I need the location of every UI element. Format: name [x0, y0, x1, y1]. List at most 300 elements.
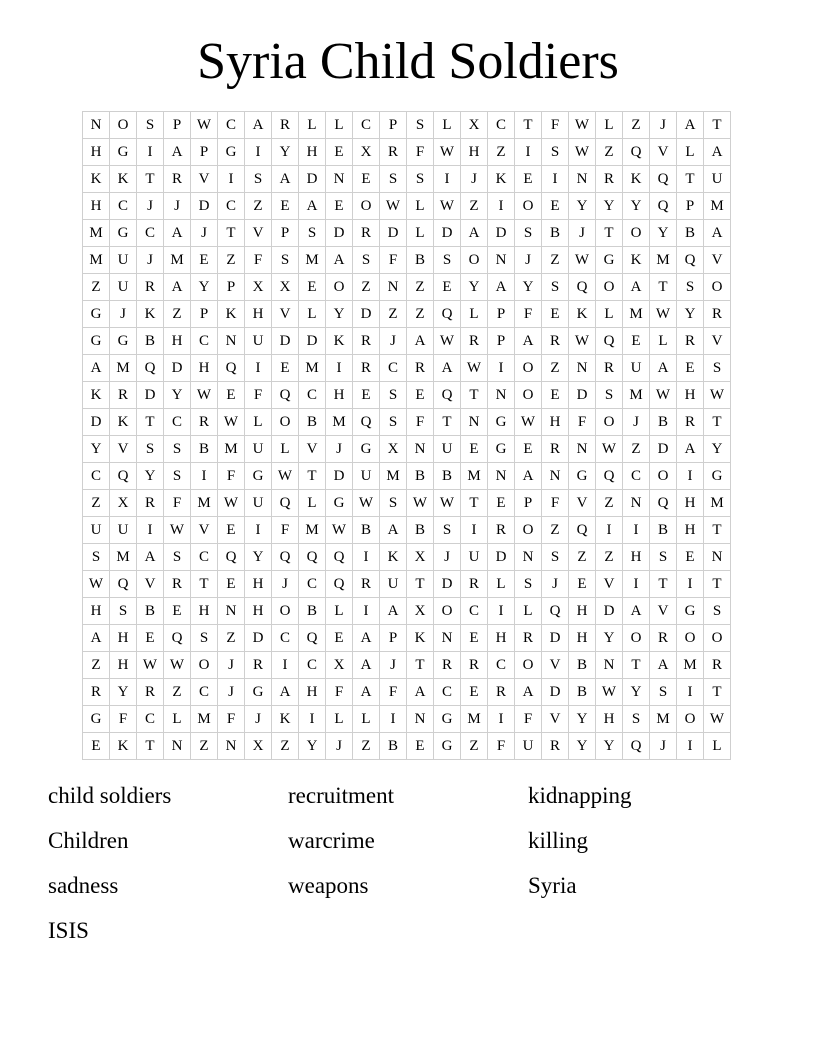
grid-cell: W — [569, 139, 596, 166]
grid-cell: O — [704, 274, 731, 301]
grid-cell: N — [218, 733, 245, 760]
grid-cell: N — [326, 166, 353, 193]
grid-cell: S — [542, 274, 569, 301]
grid-cell: U — [623, 355, 650, 382]
grid-cell: R — [542, 733, 569, 760]
grid-cell: G — [488, 436, 515, 463]
grid-cell: W — [380, 193, 407, 220]
grid-cell: N — [704, 544, 731, 571]
grid-cell: Y — [110, 679, 137, 706]
grid-cell: O — [677, 625, 704, 652]
grid-cell: H — [83, 598, 110, 625]
grid-cell: A — [704, 220, 731, 247]
grid-cell: M — [191, 706, 218, 733]
grid-cell: I — [596, 517, 623, 544]
grid-cell: Y — [461, 274, 488, 301]
grid-cell: I — [218, 166, 245, 193]
grid-cell: M — [110, 544, 137, 571]
grid-cell: T — [407, 652, 434, 679]
grid-cell: F — [515, 301, 542, 328]
grid-cell: D — [569, 382, 596, 409]
grid-cell: E — [218, 382, 245, 409]
grid-cell: S — [407, 166, 434, 193]
grid-row — [83, 625, 731, 652]
grid-cell: K — [326, 328, 353, 355]
grid-cell: W — [569, 247, 596, 274]
grid-cell: Y — [569, 193, 596, 220]
grid-cell: S — [596, 382, 623, 409]
grid-cell: C — [299, 652, 326, 679]
grid-cell: W — [461, 355, 488, 382]
grid-cell: H — [191, 598, 218, 625]
grid-cell: A — [650, 652, 677, 679]
grid-cell: O — [515, 355, 542, 382]
grid-cell: P — [380, 112, 407, 139]
grid-cell: S — [434, 517, 461, 544]
grid-cell: H — [299, 139, 326, 166]
grid-cell: G — [218, 139, 245, 166]
grid-cell: P — [191, 301, 218, 328]
grid-cell: S — [704, 598, 731, 625]
grid-row — [83, 436, 731, 463]
grid-cell: L — [245, 409, 272, 436]
grid-cell: N — [569, 355, 596, 382]
grid-cell: Y — [569, 733, 596, 760]
grid-cell: L — [299, 490, 326, 517]
grid-cell: X — [353, 139, 380, 166]
grid-cell: Z — [542, 247, 569, 274]
grid-cell: M — [83, 247, 110, 274]
grid-cell: J — [137, 247, 164, 274]
grid-cell: N — [380, 274, 407, 301]
grid-cell: A — [623, 598, 650, 625]
grid-cell: O — [272, 409, 299, 436]
grid-cell: I — [542, 166, 569, 193]
grid-cell: M — [110, 355, 137, 382]
grid-cell: S — [515, 220, 542, 247]
grid-cell: Q — [623, 733, 650, 760]
grid-cell: U — [704, 166, 731, 193]
grid-cell: U — [245, 328, 272, 355]
grid-row — [83, 544, 731, 571]
grid-cell: I — [245, 355, 272, 382]
grid-cell: A — [380, 517, 407, 544]
grid-cell: V — [650, 139, 677, 166]
grid-cell: S — [542, 544, 569, 571]
grid-cell: C — [218, 193, 245, 220]
grid-cell: Q — [596, 463, 623, 490]
grid-cell: H — [299, 679, 326, 706]
grid-cell: H — [488, 625, 515, 652]
grid-cell: X — [380, 436, 407, 463]
grid-cell: R — [596, 166, 623, 193]
grid-cell: A — [164, 139, 191, 166]
grid-row — [83, 517, 731, 544]
grid-cell: O — [650, 463, 677, 490]
grid-cell: D — [326, 463, 353, 490]
grid-cell: I — [380, 706, 407, 733]
grid-row — [83, 301, 731, 328]
grid-cell: Z — [83, 274, 110, 301]
grid-cell: M — [218, 436, 245, 463]
grid-cell: S — [164, 544, 191, 571]
grid-cell: E — [218, 517, 245, 544]
grid-cell: E — [461, 625, 488, 652]
grid-cell: R — [353, 571, 380, 598]
grid-cell: V — [299, 436, 326, 463]
grid-cell: H — [83, 193, 110, 220]
grid-cell: S — [353, 247, 380, 274]
grid-cell: I — [515, 139, 542, 166]
grid-cell: K — [137, 301, 164, 328]
grid-cell: E — [137, 625, 164, 652]
grid-cell: P — [488, 301, 515, 328]
grid-cell: Y — [245, 544, 272, 571]
grid-cell: L — [353, 706, 380, 733]
grid-cell: C — [623, 463, 650, 490]
grid-cell: Z — [164, 301, 191, 328]
grid-cell: K — [110, 733, 137, 760]
grid-cell: A — [677, 436, 704, 463]
grid-cell: Q — [137, 355, 164, 382]
grid-cell: H — [569, 625, 596, 652]
grid-cell: U — [434, 436, 461, 463]
grid-cell: S — [380, 166, 407, 193]
grid-cell: K — [83, 166, 110, 193]
grid-cell: R — [677, 409, 704, 436]
grid-cell: I — [191, 463, 218, 490]
grid-cell: W — [704, 382, 731, 409]
grid-cell: B — [542, 220, 569, 247]
grid-cell: F — [164, 490, 191, 517]
grid-cell: O — [596, 409, 623, 436]
grid-cell: H — [164, 328, 191, 355]
grid-cell: Q — [542, 598, 569, 625]
grid-cell: L — [434, 112, 461, 139]
grid-cell: C — [83, 463, 110, 490]
grid-cell: Z — [191, 733, 218, 760]
grid-cell: U — [245, 490, 272, 517]
grid-cell: C — [191, 328, 218, 355]
grid-cell: E — [191, 247, 218, 274]
grid-cell: E — [218, 571, 245, 598]
grid-cell: L — [299, 112, 326, 139]
grid-cell: Z — [164, 679, 191, 706]
grid-cell: V — [110, 436, 137, 463]
grid-cell: J — [137, 193, 164, 220]
grid-cell: G — [83, 301, 110, 328]
grid-cell: R — [704, 301, 731, 328]
grid-cell: G — [245, 463, 272, 490]
grid-cell: D — [596, 598, 623, 625]
grid-row — [83, 139, 731, 166]
grid-cell: W — [137, 652, 164, 679]
grid-cell: R — [461, 571, 488, 598]
word-list-item: weapons — [288, 873, 369, 898]
grid-cell: R — [137, 274, 164, 301]
grid-cell: S — [272, 247, 299, 274]
grid-cell: U — [353, 463, 380, 490]
grid-cell: L — [596, 112, 623, 139]
grid-cell: G — [434, 706, 461, 733]
grid-cell: S — [299, 220, 326, 247]
grid-cell: I — [677, 679, 704, 706]
grid-cell: S — [164, 463, 191, 490]
grid-cell: I — [461, 517, 488, 544]
grid-cell: Z — [353, 274, 380, 301]
grid-cell: X — [407, 598, 434, 625]
grid-cell: W — [83, 571, 110, 598]
grid-cell: Q — [434, 301, 461, 328]
grid-cell: G — [488, 409, 515, 436]
grid-cell: A — [272, 166, 299, 193]
grid-row — [83, 571, 731, 598]
grid-cell: B — [137, 598, 164, 625]
grid-cell: S — [380, 490, 407, 517]
grid-cell: R — [353, 355, 380, 382]
grid-cell: J — [623, 409, 650, 436]
grid-cell: O — [110, 112, 137, 139]
grid-cell: E — [515, 436, 542, 463]
grid-cell: J — [380, 652, 407, 679]
grid-cell: Q — [326, 571, 353, 598]
grid-row — [83, 679, 731, 706]
grid-row — [83, 328, 731, 355]
grid-cell: M — [623, 301, 650, 328]
grid-cell: U — [110, 517, 137, 544]
grid-row — [83, 598, 731, 625]
grid-cell: Q — [353, 409, 380, 436]
grid-cell: P — [164, 112, 191, 139]
grid-cell: L — [326, 112, 353, 139]
grid-cell: W — [164, 517, 191, 544]
grid-cell: A — [515, 463, 542, 490]
grid-cell: S — [515, 571, 542, 598]
grid-cell: A — [515, 328, 542, 355]
grid-cell: S — [542, 139, 569, 166]
grid-cell: E — [407, 733, 434, 760]
grid-cell: X — [245, 274, 272, 301]
grid-cell: R — [542, 328, 569, 355]
grid-cell: Z — [596, 490, 623, 517]
grid-cell: G — [569, 463, 596, 490]
grid-cell: G — [110, 139, 137, 166]
grid-cell: A — [380, 598, 407, 625]
grid-cell: R — [245, 652, 272, 679]
grid-cell: I — [488, 598, 515, 625]
grid-cell: I — [677, 733, 704, 760]
grid-cell: H — [542, 409, 569, 436]
grid-cell: S — [650, 679, 677, 706]
grid-cell: D — [137, 382, 164, 409]
grid-cell: E — [569, 571, 596, 598]
grid-cell: F — [515, 706, 542, 733]
grid-cell: R — [137, 490, 164, 517]
grid-cell: C — [299, 382, 326, 409]
grid-cell: W — [650, 382, 677, 409]
grid-cell: S — [677, 274, 704, 301]
grid-cell: Z — [461, 193, 488, 220]
grid-cell: B — [407, 463, 434, 490]
grid-cell: G — [596, 247, 623, 274]
grid-cell: J — [218, 679, 245, 706]
grid-cell: D — [488, 220, 515, 247]
grid-cell: M — [83, 220, 110, 247]
grid-cell: Z — [488, 139, 515, 166]
grid-cell: S — [83, 544, 110, 571]
grid-cell: D — [272, 328, 299, 355]
grid-cell: Y — [272, 139, 299, 166]
grid-cell: W — [569, 328, 596, 355]
grid-cell: D — [245, 625, 272, 652]
grid-cell: I — [326, 355, 353, 382]
grid-cell: Y — [299, 733, 326, 760]
grid-cell: V — [137, 571, 164, 598]
grid-cell: Q — [110, 463, 137, 490]
grid-cell: L — [596, 301, 623, 328]
grid-cell: S — [704, 355, 731, 382]
grid-cell: W — [191, 382, 218, 409]
grid-cell: A — [407, 328, 434, 355]
grid-cell: K — [110, 166, 137, 193]
grid-cell: M — [704, 193, 731, 220]
grid-cell: L — [407, 193, 434, 220]
grid-cell: C — [110, 193, 137, 220]
grid-row — [83, 112, 731, 139]
grid-cell: F — [326, 679, 353, 706]
grid-cell: H — [83, 139, 110, 166]
grid-cell: D — [650, 436, 677, 463]
grid-cell: Z — [218, 625, 245, 652]
grid-cell: B — [434, 463, 461, 490]
grid-cell: K — [623, 247, 650, 274]
grid-cell: F — [380, 679, 407, 706]
grid-cell: W — [326, 517, 353, 544]
grid-cell: C — [488, 112, 515, 139]
grid-cell: B — [407, 247, 434, 274]
grid-cell: O — [434, 598, 461, 625]
grid-cell: D — [299, 166, 326, 193]
grid-cell: O — [272, 598, 299, 625]
grid-cell: Q — [650, 166, 677, 193]
grid-cell: B — [569, 652, 596, 679]
grid-cell: R — [542, 436, 569, 463]
grid-cell: L — [407, 220, 434, 247]
grid-cell: T — [704, 571, 731, 598]
grid-cell: T — [218, 220, 245, 247]
grid-cell: K — [488, 166, 515, 193]
grid-cell: L — [650, 328, 677, 355]
grid-cell: J — [542, 571, 569, 598]
grid-cell: E — [542, 193, 569, 220]
grid-cell: S — [110, 598, 137, 625]
grid-cell: M — [299, 355, 326, 382]
grid-cell: Y — [515, 274, 542, 301]
grid-cell: V — [596, 571, 623, 598]
grid-cell: M — [461, 463, 488, 490]
grid-cell: K — [110, 409, 137, 436]
grid-cell: F — [407, 409, 434, 436]
grid-cell: W — [272, 463, 299, 490]
grid-cell: L — [677, 139, 704, 166]
word-search-grid — [82, 111, 731, 760]
grid-cell: G — [704, 463, 731, 490]
grid-cell: H — [245, 598, 272, 625]
grid-cell: N — [83, 112, 110, 139]
grid-cell: A — [677, 112, 704, 139]
grid-cell: Z — [353, 733, 380, 760]
grid-cell: N — [515, 544, 542, 571]
grid-cell: H — [677, 517, 704, 544]
grid-cell: R — [704, 652, 731, 679]
grid-cell: J — [110, 301, 137, 328]
grid-cell: H — [623, 544, 650, 571]
grid-cell: T — [461, 490, 488, 517]
grid-cell: D — [83, 409, 110, 436]
grid-cell: R — [596, 355, 623, 382]
grid-cell: O — [596, 274, 623, 301]
grid-cell: D — [542, 625, 569, 652]
grid-cell: T — [461, 382, 488, 409]
grid-cell: O — [326, 274, 353, 301]
grid-cell: A — [461, 220, 488, 247]
grid-cell: W — [191, 112, 218, 139]
grid-cell: N — [623, 490, 650, 517]
grid-cell: J — [245, 706, 272, 733]
grid-cell: F — [272, 517, 299, 544]
grid-cell: E — [434, 274, 461, 301]
grid-cell: W — [407, 490, 434, 517]
grid-cell: Y — [137, 463, 164, 490]
grid-cell: I — [434, 166, 461, 193]
grid-cell: Q — [326, 544, 353, 571]
grid-cell: U — [515, 733, 542, 760]
grid-cell: U — [461, 544, 488, 571]
grid-cell: E — [542, 301, 569, 328]
grid-cell: I — [245, 139, 272, 166]
grid-cell: Q — [650, 193, 677, 220]
grid-cell: U — [110, 247, 137, 274]
grid-cell: A — [299, 193, 326, 220]
grid-row — [83, 733, 731, 760]
grid-cell: Y — [596, 193, 623, 220]
grid-cell: E — [326, 139, 353, 166]
grid-cell: A — [488, 274, 515, 301]
grid-cell: Z — [569, 544, 596, 571]
grid-cell: T — [434, 409, 461, 436]
grid-cell: G — [110, 328, 137, 355]
grid-cell: H — [245, 301, 272, 328]
grid-cell: Q — [677, 247, 704, 274]
grid-cell: W — [218, 409, 245, 436]
grid-cell: X — [326, 652, 353, 679]
grid-cell: M — [461, 706, 488, 733]
grid-cell: V — [704, 328, 731, 355]
grid-cell: W — [353, 490, 380, 517]
grid-cell: R — [461, 328, 488, 355]
grid-cell: S — [137, 112, 164, 139]
grid-cell: J — [434, 544, 461, 571]
grid-cell: H — [110, 652, 137, 679]
grid-cell: V — [569, 490, 596, 517]
grid-row — [83, 166, 731, 193]
grid-cell: B — [353, 517, 380, 544]
grid-cell: W — [434, 193, 461, 220]
grid-cell: O — [704, 625, 731, 652]
grid-cell: I — [488, 193, 515, 220]
grid-cell: Z — [245, 193, 272, 220]
grid-cell: P — [515, 490, 542, 517]
